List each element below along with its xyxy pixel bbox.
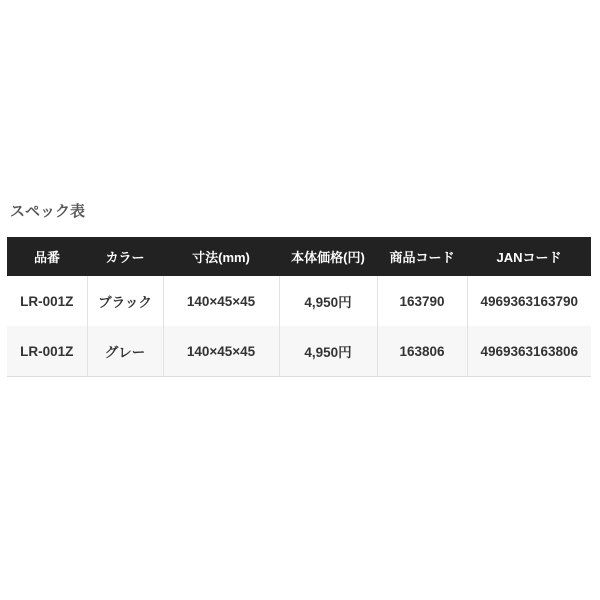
cell-color: グレー [87,326,163,377]
header-cell-model-number: 品番 [7,237,87,276]
header-cell-color: カラー [87,237,163,276]
table-row [7,276,591,326]
header-cell-product-code: 商品コード [377,237,467,276]
spec-table-title: スペック表 [10,203,86,220]
cell-price: 4,950円 [279,326,377,377]
table-row [7,326,591,377]
cell-dimensions: 140×45×45 [163,276,279,326]
header-cell-jan-code: JANコード [467,237,591,276]
cell-model-number: LR-001Z [7,326,87,377]
cell-jan-code: 4969363163790 [467,276,591,326]
header-cell-dimensions: 寸法(mm) [163,237,279,276]
spec-table-header-row [7,237,591,276]
header-cell-price: 本体価格(円) [279,237,377,276]
cell-color: ブラック [87,276,163,326]
cell-product-code: 163790 [377,276,467,326]
spec-table [7,237,591,377]
cell-jan-code: 4969363163806 [467,326,591,377]
cell-product-code: 163806 [377,326,467,377]
cell-model-number: LR-001Z [7,276,87,326]
cell-dimensions: 140×45×45 [163,326,279,377]
cell-price: 4,950円 [279,276,377,326]
